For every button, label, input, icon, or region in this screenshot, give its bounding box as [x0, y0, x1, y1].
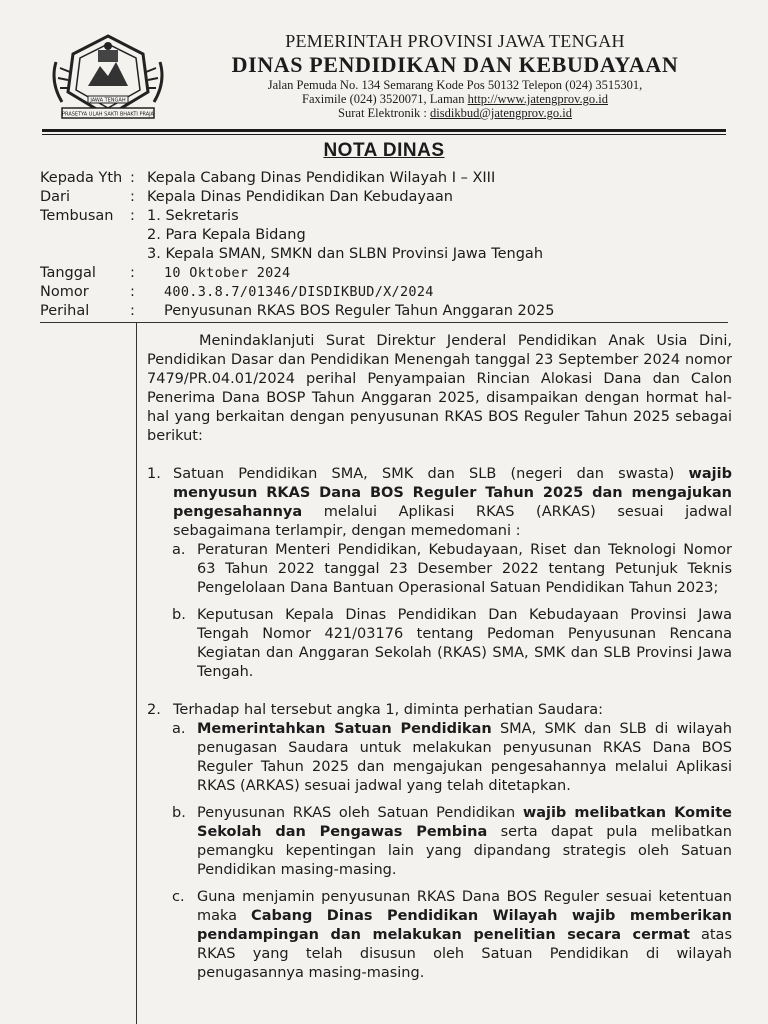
point-2b: [147, 804, 732, 880]
number-value: 400.3.8.7/01346/DISDIKBUD/X/2024: [164, 284, 434, 300]
point-2a-text: SMA, SMK dan SLB di wilayah penugasan Saudara untuk melakukan penyusunan RKAS Dana BOS Reguler Tahun 2025 dan mengajukan pengesahannya melalui Aplikasi RKAS (ARKAS) sesuai jadwal yang telah ditetapkan.: [197, 721, 732, 794]
point-1-emphasis: wajib menyusun RKAS Dana BOS Reguler Tahun 2025 dan mengajukan pengesahannya: [173, 466, 732, 520]
point-1b: [147, 606, 732, 682]
margin-divider: [136, 322, 137, 1024]
fax-text: Faximile (024) 3520071, Laman: [302, 92, 468, 106]
sender-colon: :: [130, 189, 135, 205]
point-2b-letter: b.: [172, 805, 186, 821]
date-value: 10 Oktober 2024: [164, 265, 291, 281]
sender-value: Kepala Dinas Pendidikan Dan Kebudayaan: [147, 189, 453, 205]
point-1b-text: Keputusan Kepala Dinas Pendidikan Dan Kebudayaan Provinsi Jawa Tengah Nomor 421/03176 tentang Pedoman Penyusunan Rencana Kegiatan dan Anggaran Sekolah (RKAS) SMA, SMK dan SLB Provinsi Jawa Tengah.: [197, 607, 732, 680]
recipient-label: Kepada Yth: [40, 170, 123, 186]
subject-value: Penyusunan RKAS BOS Reguler Tahun Anggaran 2025: [164, 303, 555, 319]
cc-row: [40, 206, 740, 226]
fax-line: [190, 92, 720, 106]
letterhead-rule-thin: [42, 134, 726, 135]
point-2-number: 2.: [147, 702, 161, 718]
recipient-row: [40, 168, 740, 188]
subject-colon: :: [130, 303, 135, 319]
emblem-label: JAWA TENGAH: [90, 97, 126, 104]
point-2c-letter: c.: [172, 889, 185, 905]
point-1a-text: Peraturan Menteri Pendidikan, Kebudayaan, Riset dan Teknologi Nomor 63 Tahun 2022 tanggal 23 Desember 2022 tentang Petunjuk Teknis Pengelolaan Dana Bantuan Operasional Satuan Pendidikan Tahun 2023;: [197, 542, 732, 596]
point-2a-emphasis: Memerintahkan Satuan Pendidikan: [197, 721, 492, 737]
cc-colon: :: [130, 208, 135, 224]
sender-row: [40, 187, 740, 207]
point-1-text: [147, 465, 732, 541]
cc-row-2: [40, 225, 740, 245]
document-title: [0, 140, 768, 162]
point-2b-emphasis: wajib melibatkan Komite Sekolah dan Pengawas Pembina: [197, 805, 732, 840]
cc-item: 2. Para Kepala Bidang: [147, 227, 306, 243]
point-2a-letter: a.: [172, 721, 186, 737]
point-2c-emphasis: Cabang Dinas Pendidikan Wilayah wajib memberikan pendampingan dan melakukan penelitian secara cermat: [197, 908, 732, 943]
point-2c-text-a: Guna menjamin penyusunan RKAS Dana BOS Reguler sesuai ketentuan maka: [197, 889, 732, 924]
point-1a-letter: a.: [172, 542, 186, 558]
date-colon: :: [130, 265, 135, 281]
point-2b-text-b: serta dapat pula melibatkan pemangku kepentingan lain yang dipandang strategis oleh Satuan Pendidikan masing-masing.: [197, 824, 732, 878]
cc-item: 1. Sekretaris: [147, 208, 239, 224]
point-2a: [147, 720, 732, 796]
number-label: Nomor: [40, 284, 89, 300]
letterhead-text: [190, 30, 720, 120]
point-2-text: [147, 701, 732, 720]
date-label: Tanggal: [40, 265, 96, 281]
letterhead: [0, 0, 768, 135]
memo-body: [147, 332, 732, 983]
recipient-colon: :: [130, 170, 135, 186]
sender-label: Dari: [40, 189, 71, 205]
cc-item: 3. Kepala SMAN, SMKN dan SLBN Provinsi Jawa Tengah: [147, 246, 544, 262]
email-line: [190, 106, 720, 120]
email-label: Surat Elektronik :: [338, 106, 431, 120]
email-link[interactable]: disdikbud@jatengprov.go.id: [430, 106, 572, 120]
address-line: Jalan Pemuda No. 134 Semarang Kode Pos 50132 Telepon (024) 3515301,: [267, 78, 643, 92]
header-divider: [40, 322, 728, 323]
recipient-value: Kepala Cabang Dinas Pendidikan Wilayah I – XIII: [147, 170, 496, 186]
point-1-text-b: melalui Aplikasi RKAS (ARKAS) sesuai jadwal sebagaimana terlampir, dengan memedomani :: [173, 504, 732, 539]
number-row: [40, 282, 740, 302]
subject-row: [40, 301, 740, 321]
point-2c-text-b: atas RKAS yang telah disusun oleh Satuan Pendidikan di wilayah penugasannya masing-masing.: [197, 927, 733, 981]
document-title-text: NOTA DINAS: [323, 140, 445, 161]
point-1b-letter: b.: [172, 607, 186, 623]
cc-label: Tembusan: [40, 208, 114, 224]
number-colon: :: [130, 284, 135, 300]
point-1-text-a: Satuan Pendidikan SMA, SMK dan SLB (negeri dan swasta): [173, 466, 689, 482]
letterhead-rule-thick: [42, 129, 726, 132]
central-java-emblem-icon: [48, 32, 168, 128]
department-name: DINAS PENDIDIKAN DAN KEBUDAYAAN: [231, 52, 679, 77]
subject-label: Perihal: [40, 303, 90, 319]
government-name: PEMERINTAH PROVINSI JAWA TENGAH: [285, 31, 625, 51]
date-row: [40, 263, 740, 283]
point-2: [147, 701, 732, 983]
point-2-intro: Terhadap hal tersebut angka 1, diminta perhatian Saudara:: [173, 702, 603, 718]
cc-row-3: [40, 244, 740, 264]
point-2b-text-a: Penyusunan RKAS oleh Satuan Pendidikan: [197, 805, 523, 821]
point-2c: [147, 888, 732, 983]
intro-paragraph: Menindaklanjuti Surat Direktur Jenderal Pendidikan Anak Usia Dini, Pendidikan Dasar dan Pendidikan Menengah tanggal 23 September 2024 nomor 7479/PR.04.01/2024 perihal Penyampaian Rincian Alokasi Dana dan Calon Penerima Dana BOSP Tahun Anggaran 2025, disampaikan dengan hormat hal-hal yang berkaitan dengan penyusunan RKAS BOS Reguler Tahun 2025 sebagai berikut:: [147, 333, 732, 444]
point-1a: [147, 541, 732, 598]
emblem-motto: PRASETYA ULAH SAKTI BHAKTI PRAJA: [62, 111, 154, 118]
website-link[interactable]: http://www.jatengprov.go.id: [467, 92, 608, 106]
point-1: [147, 465, 732, 682]
point-1-number: 1.: [147, 466, 161, 482]
